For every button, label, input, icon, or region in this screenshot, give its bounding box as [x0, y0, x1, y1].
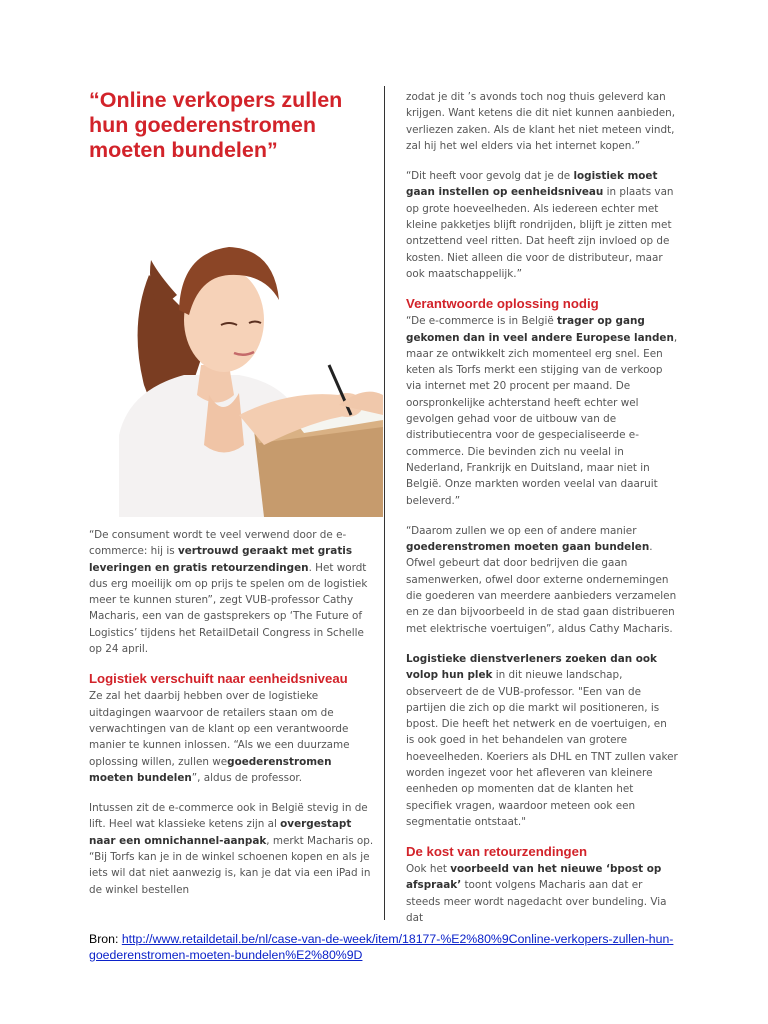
rp4-text-bold: goederenstromen moeten gaan bundelen [406, 541, 650, 554]
rp4-text-a: “Daarom zullen we op een of andere manier [406, 524, 637, 537]
p2-text-a: Ze zal het daarbij hebben over de logistieke uitdagingen waarvoor de retailers staan om de verwachtingen van de klant op een verantwoorde manier te kunnen inlossen. “Als we een duurzame oplossing willen, zullen we [89, 690, 350, 768]
p2-text-c: ”, aldus de professor. [191, 771, 303, 784]
rp2-text-a: “Dit heeft voor gevolg dat je de [406, 170, 574, 183]
left-column [89, 88, 375, 163]
intro-text-a: “De consument wordt te veel verwend door de e-commerce: hij is [89, 529, 347, 558]
p2-text-bold: goederenstromen moeten bundelen [89, 755, 332, 784]
paragraph-2 [89, 688, 375, 786]
p3-text-c: , merkt Macharis op. “Bij Torfs kan je in de winkel schoenen kopen en als je iets wil dat niet aanwezig is, kan je dat via een iPad in de winkel bestellen [89, 834, 374, 896]
rp5-text-c: in dit nieuwe landschap, observeert de de VUB-professor. "Een van de partijen die zich op die markt wil positioneren, is bpost. Die heeft het netwerk en de voertuigen, en is ook goed in het behandelen van grotere hoeveelheden. Koeriers als DHL en TNT zullen vaker worden ingezet voor het afleveren van kleinere eenheden op momenten dat de klanten het specifiek vragen, waardoor meteen ook een segmentatie ontstaat." [406, 669, 678, 828]
rp3-text-bold: trager op gang gekomen dan in veel andere Europese landen [406, 315, 674, 344]
rp2-text-bold: logistiek moet gaan instellen op eenheidsniveau [406, 170, 658, 199]
subhead-verantwoorde-oplossing: Verantwoorde oplossing nodig [406, 296, 599, 312]
rp6-text-bold: voorbeeld van het nieuwe ‘bpost op afspraak’ [406, 863, 662, 892]
rp3-text-a: “De e-commerce is in België [406, 315, 558, 328]
woman-writing-illustration [89, 215, 383, 517]
right-column [406, 89, 678, 940]
right-paragraph-6 [406, 861, 678, 926]
right-paragraph-1: zodat je dit ’s avonds toch nog thuis geleverd kan krijgen. Want ketens die dit niet kunnen aanbieden, verliezen zaken. Als de klant het niet meteen vindt, zal hij het wel elders via het internet kopen.” [406, 91, 676, 152]
left-column-text [89, 527, 375, 912]
subhead-eenheidsniveau: Logistiek verschuift naar eenheidsniveau [89, 671, 348, 687]
source-label: Bron: [89, 932, 122, 946]
source-line [89, 931, 689, 963]
rp4-text-c: . Ofwel gebeurt dat door bedrijven die gaan samenwerken, ofwel door externe ondernemingen die goederen van meerdere aanbieders verzamelen en ze dan bijvoorbeeld in de stad gaan distribueren met elektrische voertuigen”, aldus Cathy Macharis. [406, 541, 677, 635]
intro-text-bold: vertrouwd geraakt met gratis leveringen en gratis retourzendingen [89, 545, 353, 574]
article-photo [89, 215, 383, 517]
column-divider [384, 86, 385, 920]
paragraph-3 [89, 800, 375, 898]
rp6-text-c: toont volgens Macharis aan dat er steeds meer wordt nagedacht over bundeling. Via dat [406, 879, 667, 925]
intro-paragraph [89, 527, 375, 657]
rp6-text-a: Ook het [406, 863, 451, 876]
right-paragraph-2 [406, 168, 678, 282]
rp3-text-c: , maar ze ontwikkelt zich momenteel erg snel. Een keten als Torfs merkt een stijging van de verkoop via internet met 20 procent per maand. De oorspronkelijke achterstand heeft echter wel gevolgen gehad voor de uitbouw van de distributiecentra voor de gespecialiseerde e-commerce. Die bevinden zich nu veelal in Nederland, Frankrijk en Duitsland, maar niet in België. Onze markten worden veelal van daaruit beleverd.” [406, 331, 678, 507]
p3-text-a: Intussen zit de e-commerce ook in België stevig in de lift. Heel wat klassieke ketens zijn al [89, 802, 368, 831]
right-paragraph-4 [406, 523, 678, 637]
right-paragraph-3 [406, 313, 678, 509]
source-link[interactable]: http://www.retaildetail.be/nl/case-van-de-week/item/18177-%E2%80%9Conline-verkopers-zullen-hun-goederenstromen-moeten-bundelen%E2%80%9D [89, 932, 674, 962]
rp5-text-bold: Logistieke dienstverleners zoeken dan ook volop hun plek [406, 652, 657, 682]
p3-text-bold: overgestapt naar een omnichannel-aanpak [89, 818, 352, 847]
subhead-retourzendingen: De kost van retourzendingen [406, 844, 587, 860]
right-paragraph-5 [406, 651, 678, 830]
article-title: “Online verkopers zullen hun goederenstromen moeten bundelen” [89, 88, 343, 162]
intro-text-c: . Het wordt dus erg moeilijk om op prijs te spelen om de logistiek meer te kunnen sturen”, zegt VUB-professor Cathy Macharis, een van de gastsprekers op ‘The Future of Logistics’ tijdens het RetailDetail Congress in Schelle op 24 april. [89, 561, 368, 656]
rp2-text-c: in plaats van op grote hoeveelheden. Als iedereen echter met kleine pakketjes blijft rondrijden, blijft je zitten met ontzettend veel ritten. Dat heeft zijn invloed op de kosten. Niet alleen die voor de distributeur, maar ook maatschappelijk.” [406, 186, 674, 280]
